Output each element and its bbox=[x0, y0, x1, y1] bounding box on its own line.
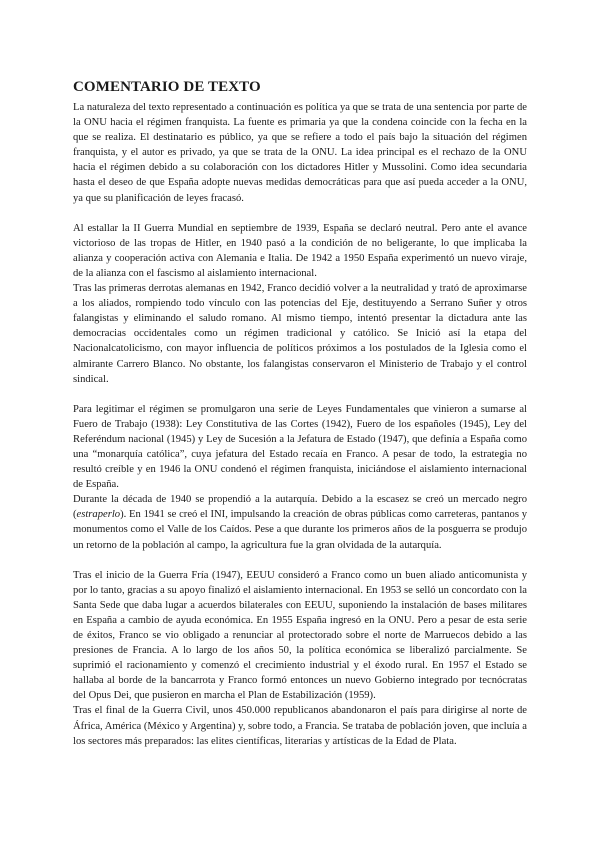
paragraph-defeats-1942: Tras las primeras derrotas alemanas en 1942, Franco decidió volver a la neutralidad y trató de aproximarse a los aliados, rompiendo todo vínculo con las potencias del Eje, destituyendo a Serrano Suñer y otros falangistas y eliminando el saludo romano. Al mismo tiempo, intentó presentar la dictadura ante las democracias occidentales como un régimen tradicional y católico. Se Inició así la etapa del Nacionalcatolicismo, con mayor influencia de políticos próximos a los postulados de la Iglesia como el almirante Carrero Blanco. No obstante, los falangistas conservaron el Ministerio de Trabajo y el control sindical. bbox=[73, 283, 527, 385]
autarky-text-start: Durante la década de 1940 se propendió a la autarquía. Debido a la escasez se creó un mercado negro ( bbox=[73, 494, 527, 521]
paragraph-intro: La naturaleza del texto representado a continuación es política ya que se trata de una sentencia por parte de la ONU hacia el régimen franquista. La fuente es primaria ya que la condena coincide con la fecha en la que se realiza. El destinatario es público, ya que se refiere a todo el país bajo la situación del régimen franquista, y el autor es privado, ya que se trata de la ONU. La idea principal es el rechazo de la ONU hacia el régimen debido a su colaboración con los dictadores Hitler y Mussolini. Como idea secundaria hasta el deseo de que España adopte nuevas medidas democráticas para que así pueda acceder a la ONU, ya que su planificación de leyes fracasó. bbox=[73, 102, 527, 204]
paragraph-spacer bbox=[73, 387, 527, 402]
document-title: COMENTARIO DE TEXTO bbox=[73, 79, 261, 95]
paragraph-exile: Tras el final de la Guerra Civil, unos 450.000 republicanos abandonaron el país para dirigirse al norte de África, América (México y Argentina) y, sobre todo, a Francia. Se trataba de población joven, que incluía a los sectores más preparados: las elites científicas, literarias y artísticas de la Edad de Plata. bbox=[73, 705, 527, 747]
paragraph-ww2-neutrality: Al estallar la II Guerra Mundial en septiembre de 1939, España se declaró neutral. Pero ante el avance victorioso de las tropas de Hitler, en 1940 pasó a la condición de no beligerante, lo que implicaba la alianza y cooperación activa con Alemania e Italia. De 1942 a 1950 España experimentó un nuevo viraje, de la alianza con el fascismo al aislamiento internacional. bbox=[73, 222, 527, 279]
paragraph-fundamental-laws: Para legitimar el régimen se promulgaron una serie de Leyes Fundamentales que vinieron a sumarse al Fuero de Trabajo (1938): Ley Constitutiva de las Cortes (1942), Fuero de los españoles (1945), Ley del Referéndum nacional (1945) y Ley de Sucesión a la Jefatura de Estado (1947), que definía a España como una “monarquía católica”, cuya jefatura del Estado recaía en Franco. A pesar de todo, la estrategia no resultó creíble y en 1946 la ONU condenó el régimen franquista, iniciándose el aislamiento internacional de España. bbox=[73, 403, 527, 491]
paragraph-spacer bbox=[73, 553, 527, 568]
paragraph-spacer bbox=[73, 206, 527, 221]
paragraph-cold-war: Tras el inicio de la Guerra Fría (1947), EEUU consideró a Franco como un buen aliado anticomunista y por lo tanto, gracias a su apoyo finalizó el aislamiento internacional. En 1953 se selló un concordato con la Santa Sede que daba lugar a acuerdos bilaterales con EEUU, suponiendo la instalación de bases militares en España a cambio de ayuda económica. En 1955 España ingresó en la ONU. Pero a pesar de esta serie de éxitos, Franco se vio obligado a renunciar al protectorado sobre el norte de Marruecos debido a las presiones de Francia. A lo largo de los años 50, la política económica se liberalizó parcialmente. Se suprimió el racionamiento y comenzó el crecimiento industrial y el éxodo rural. En 1957 el Estado se hallaba al borde de la bancarrota y Franco formó entonces un nuevo Gobierno integrado por tecnócratas del Opus Dei, que pusieron en marcha el Plan de Estabilización (1959). bbox=[73, 569, 527, 702]
paragraph-autarky bbox=[73, 492, 527, 552]
autarky-text-end: ). En 1941 se creó el INI, impulsando la creación de obras públicas como carreteras, pantanos y monumentos como el Valle de los Caídos. Pese a que durante los primeros años de la posguerra se produjo un retorno de la población al campo, la agricultura fue la gran olvidada de la autarquía. bbox=[73, 509, 527, 551]
estraperlo-term: estraperlo bbox=[76, 509, 121, 521]
